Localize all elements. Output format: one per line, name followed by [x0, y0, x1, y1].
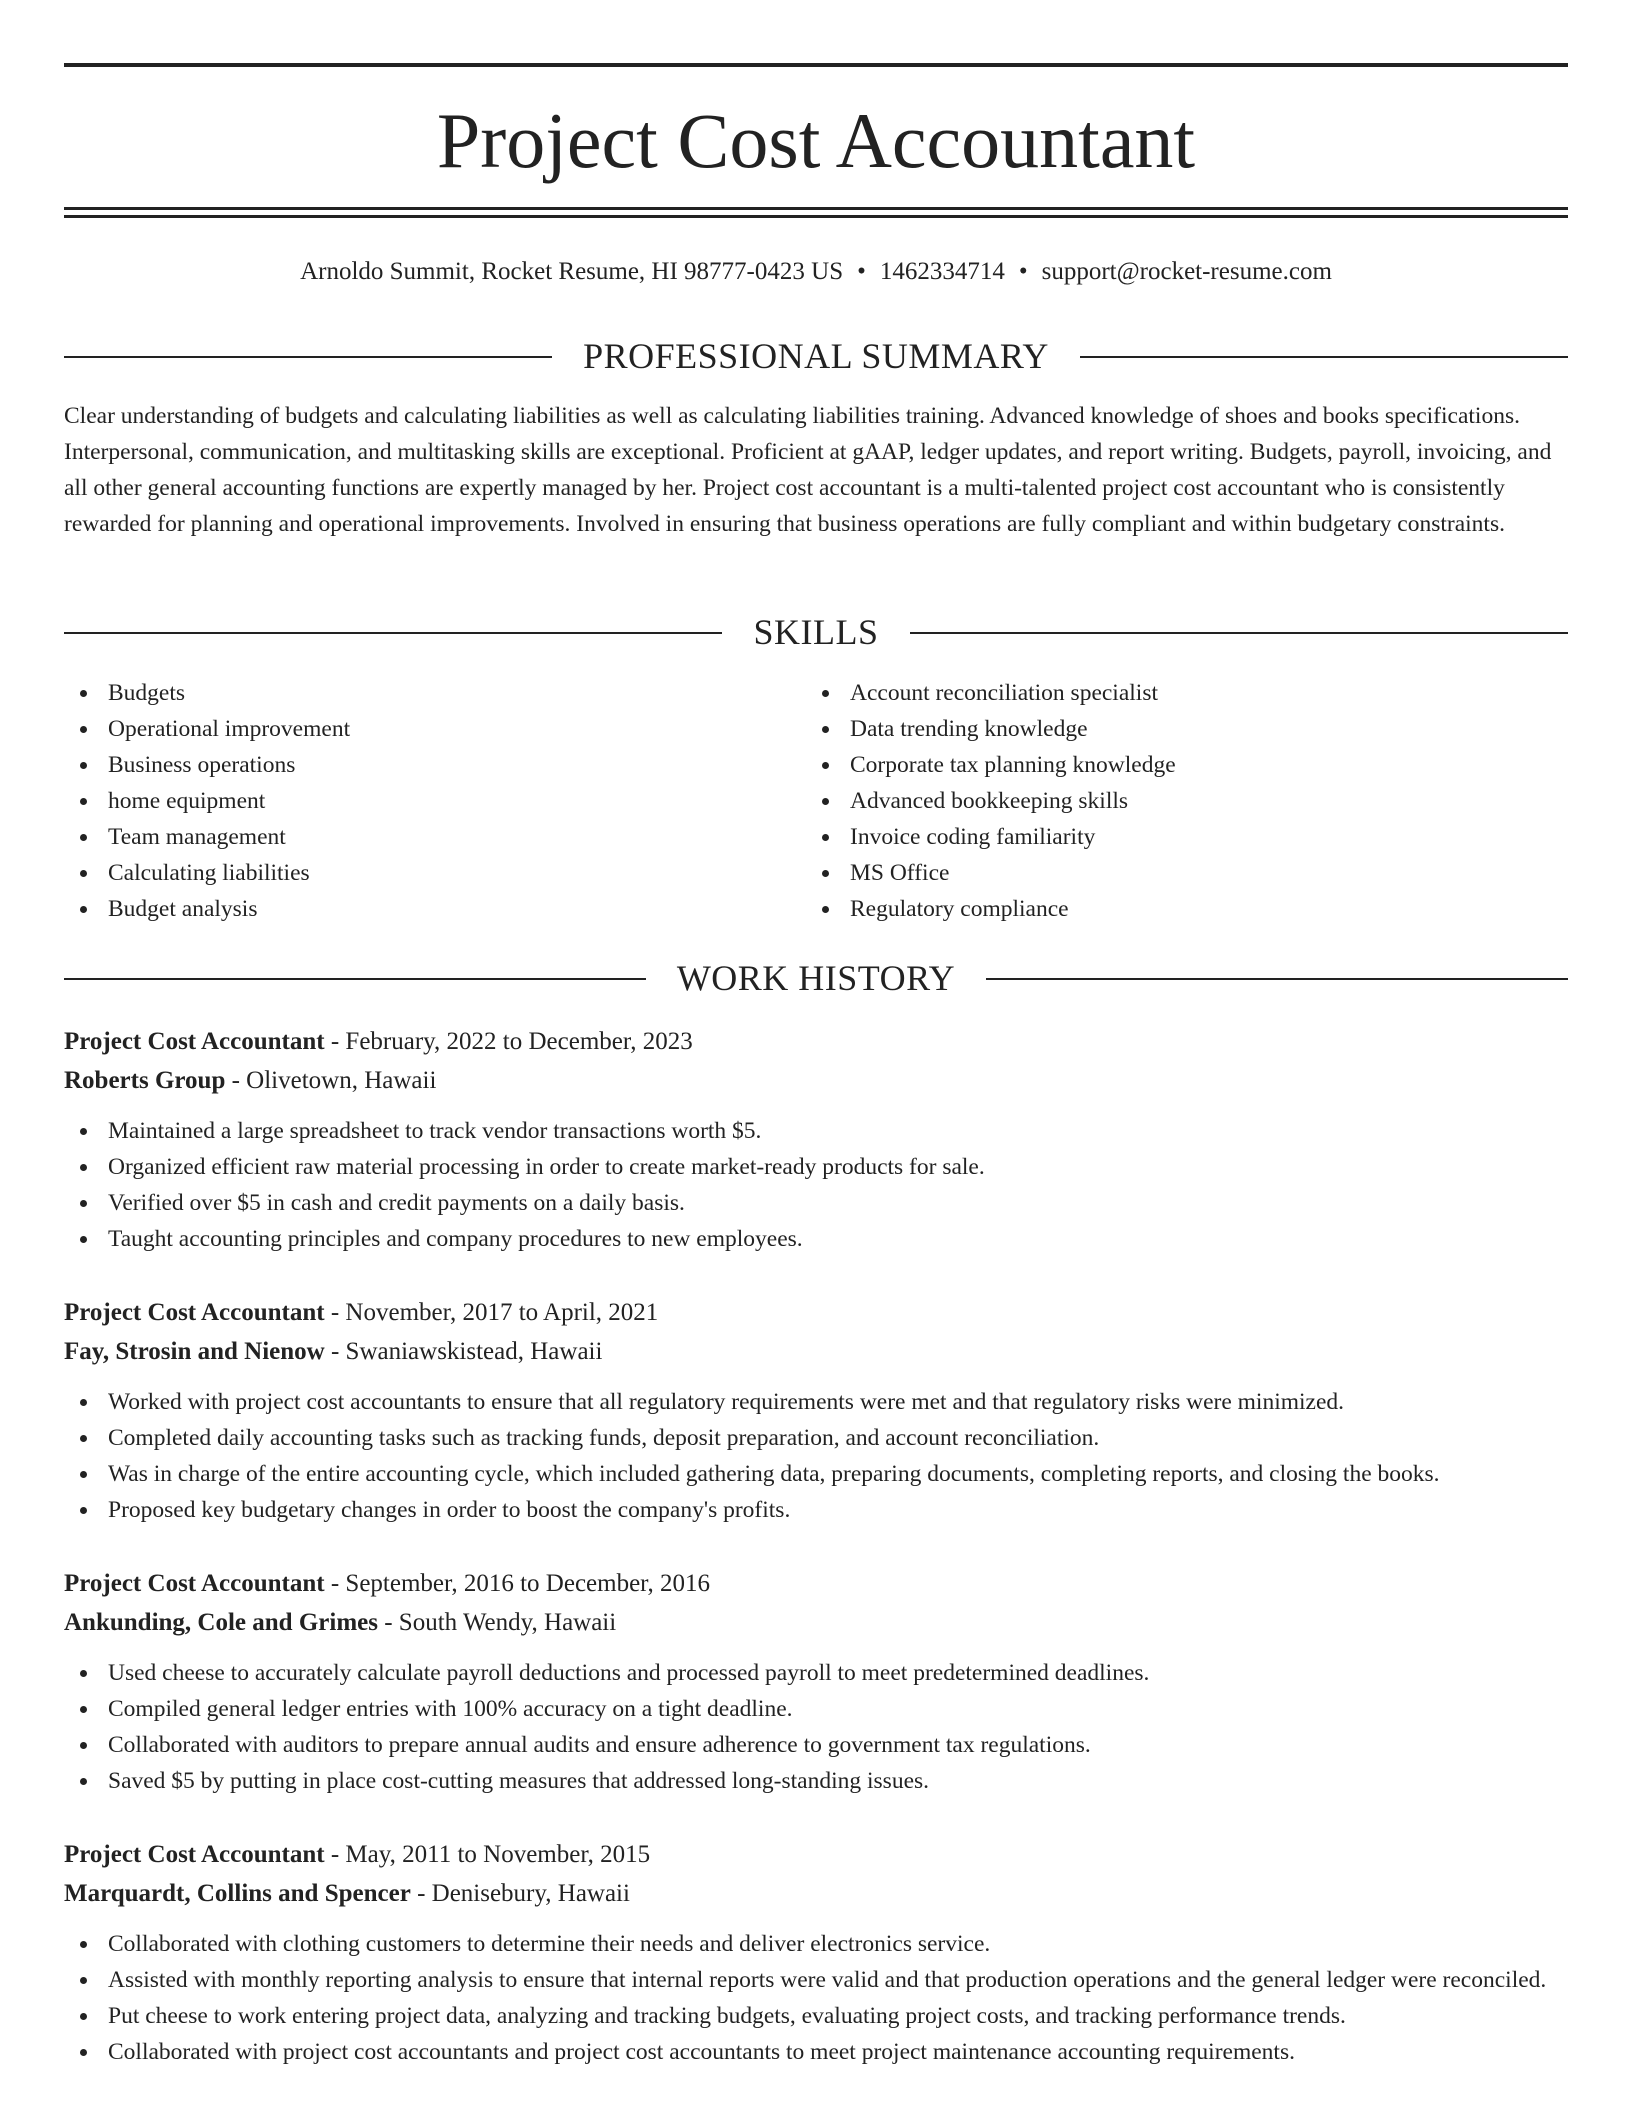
job-bullets — [64, 1113, 1568, 1257]
job-bullet: Used cheese to accurately calculate payroll deductions and processed payroll to meet predetermined deadlines. — [64, 1655, 1568, 1691]
job-company-line — [64, 1061, 1568, 1100]
skill-item: MS Office — [806, 855, 1506, 891]
skills-list-left — [64, 675, 764, 927]
job-title-line — [64, 1022, 1568, 1061]
skill-item: home equipment — [64, 783, 764, 819]
job-bullet: Proposed key budgetary changes in order to boost the company's profits. — [64, 1492, 1568, 1528]
resume-title: Project Cost Accountant — [436, 97, 1196, 184]
job-bullet: Was in charge of the entire accounting cycle, which included gathering data, preparing documents, completing reports, and closing the books. — [64, 1456, 1568, 1492]
summary-heading — [64, 331, 1568, 381]
job-bullet: Collaborated with clothing customers to determine their needs and deliver electronics service. — [64, 1926, 1568, 1962]
skill-item: Operational improvement — [64, 711, 764, 747]
job-location: - South Wendy, Hawaii — [377, 1609, 617, 1636]
job-location: - Olivetown, Hawaii — [225, 1067, 437, 1094]
skill-item: Business operations — [64, 747, 764, 783]
contact-phone: 1462334714 — [879, 258, 1005, 285]
skill-item: Calculating liabilities — [64, 855, 764, 891]
job-company: Marquardt, Collins and Spencer — [64, 1880, 411, 1907]
heading-rule-right — [1080, 356, 1568, 358]
job-entry — [64, 1022, 1568, 1257]
job-bullet: Maintained a large spreadsheet to track vendor transactions worth $5. — [64, 1113, 1568, 1149]
skill-item: Advanced bookkeeping skills — [806, 783, 1506, 819]
job-bullet: Taught accounting principles and company procedures to new employees. — [64, 1221, 1568, 1257]
work-heading-title: WORK HISTORY — [676, 958, 956, 998]
job-bullet: Compiled general ledger entries with 100% accuracy on a tight deadline. — [64, 1691, 1568, 1727]
contact-line — [64, 252, 1568, 292]
job-company: Ankunding, Cole and Grimes — [64, 1609, 378, 1636]
job-dates: - May, 2011 to November, 2015 — [324, 1841, 651, 1868]
heading-rule-right — [986, 978, 1568, 980]
title-underline-rule — [64, 207, 1568, 210]
job-bullet: Assisted with monthly reporting analysis to ensure that internal reports were valid and that production operations and the general ledger were reconciled. — [64, 1962, 1568, 1998]
job-bullet: Verified over $5 in cash and credit payments on a daily basis. — [64, 1185, 1568, 1221]
job-title-line — [64, 1835, 1568, 1874]
contact-address: Arnoldo Summit, Rocket Resume, HI 98777-0423 US — [300, 258, 844, 285]
skills-list-right — [806, 675, 1506, 927]
job-company-line — [64, 1603, 1568, 1642]
job-dates: - November, 2017 to April, 2021 — [324, 1299, 659, 1326]
job-role: Project Cost Accountant — [64, 1570, 325, 1597]
job-dates: - September, 2016 to December, 2016 — [324, 1570, 710, 1597]
title-underline-rule-second — [64, 215, 1568, 218]
job-role: Project Cost Accountant — [64, 1028, 325, 1055]
job-bullet: Collaborated with auditors to prepare annual audits and ensure adherence to government tax regulations. — [64, 1727, 1568, 1763]
job-title-line — [64, 1293, 1568, 1332]
contact-separator: • — [1018, 258, 1028, 285]
job-company: Fay, Strosin and Nienow — [64, 1338, 325, 1365]
summary-heading-title: PROFESSIONAL SUMMARY — [583, 336, 1049, 376]
job-title-line — [64, 1564, 1568, 1603]
job-bullet: Collaborated with project cost accountants and project cost accountants to meet project maintenance accounting requirements. — [64, 2034, 1568, 2070]
contact-separator: • — [857, 258, 866, 285]
heading-rule-right — [910, 632, 1568, 634]
job-role: Project Cost Accountant — [64, 1841, 325, 1868]
job-entry — [64, 1564, 1568, 1799]
top-rule — [64, 63, 1568, 67]
job-location: - Swaniawskistead, Hawaii — [324, 1338, 603, 1365]
job-company: Roberts Group — [64, 1067, 226, 1094]
job-entry — [64, 1835, 1568, 2070]
skills-heading-title: SKILLS — [753, 612, 879, 652]
job-bullets — [64, 1655, 1568, 1799]
summary-text: Clear understanding of budgets and calculating liabilities as well as calculating liabilities training. Advanced knowledge of shoes and books specifications. Interpersonal, communication, and multitasking skills are exceptional. Proficient at gAAP, ledger updates, and report writing. Budgets, payroll, invoicing, and all other general accounting functions are expertly managed by her. Project cost accountant is a multi-talented project cost accountant who is consistently rewarded for planning and operational improvements. Involved in ensuring that business operations are fully compliant and within budgetary constraints. — [64, 403, 1552, 537]
job-bullets — [64, 1384, 1568, 1528]
job-company-line — [64, 1874, 1568, 1913]
job-bullet: Saved $5 by putting in place cost-cutting measures that addressed long-standing issues. — [64, 1763, 1568, 1799]
job-bullet: Put cheese to work entering project data, analyzing and tracking budgets, evaluating project costs, and tracking performance trends. — [64, 1998, 1568, 2034]
job-bullet: Completed daily accounting tasks such as tracking funds, deposit preparation, and account reconciliation. — [64, 1420, 1568, 1456]
job-company-line — [64, 1332, 1568, 1371]
skill-item: Data trending knowledge — [806, 711, 1506, 747]
job-bullet: Worked with project cost accountants to ensure that all regulatory requirements were met and that regulatory risks were minimized. — [64, 1384, 1568, 1420]
skill-item: Account reconciliation specialist — [806, 675, 1506, 711]
job-entry — [64, 1293, 1568, 1528]
skill-item: Corporate tax planning knowledge — [806, 747, 1506, 783]
skill-item: Invoice coding familiarity — [806, 819, 1506, 855]
contact-email: support@rocket-resume.com — [1041, 258, 1332, 285]
job-dates: - February, 2022 to December, 2023 — [324, 1028, 693, 1055]
job-role: Project Cost Accountant — [64, 1299, 325, 1326]
skill-item: Team management — [64, 819, 764, 855]
job-bullets — [64, 1926, 1568, 2070]
work-heading — [64, 953, 1568, 1003]
skill-item: Budget analysis — [64, 891, 764, 927]
job-location: - Denisebury, Hawaii — [410, 1880, 630, 1907]
skills-heading — [64, 607, 1568, 657]
skill-item: Budgets — [64, 675, 764, 711]
skill-item: Regulatory compliance — [806, 891, 1506, 927]
job-bullet: Organized efficient raw material processing in order to create market-ready products for sale. — [64, 1149, 1568, 1185]
